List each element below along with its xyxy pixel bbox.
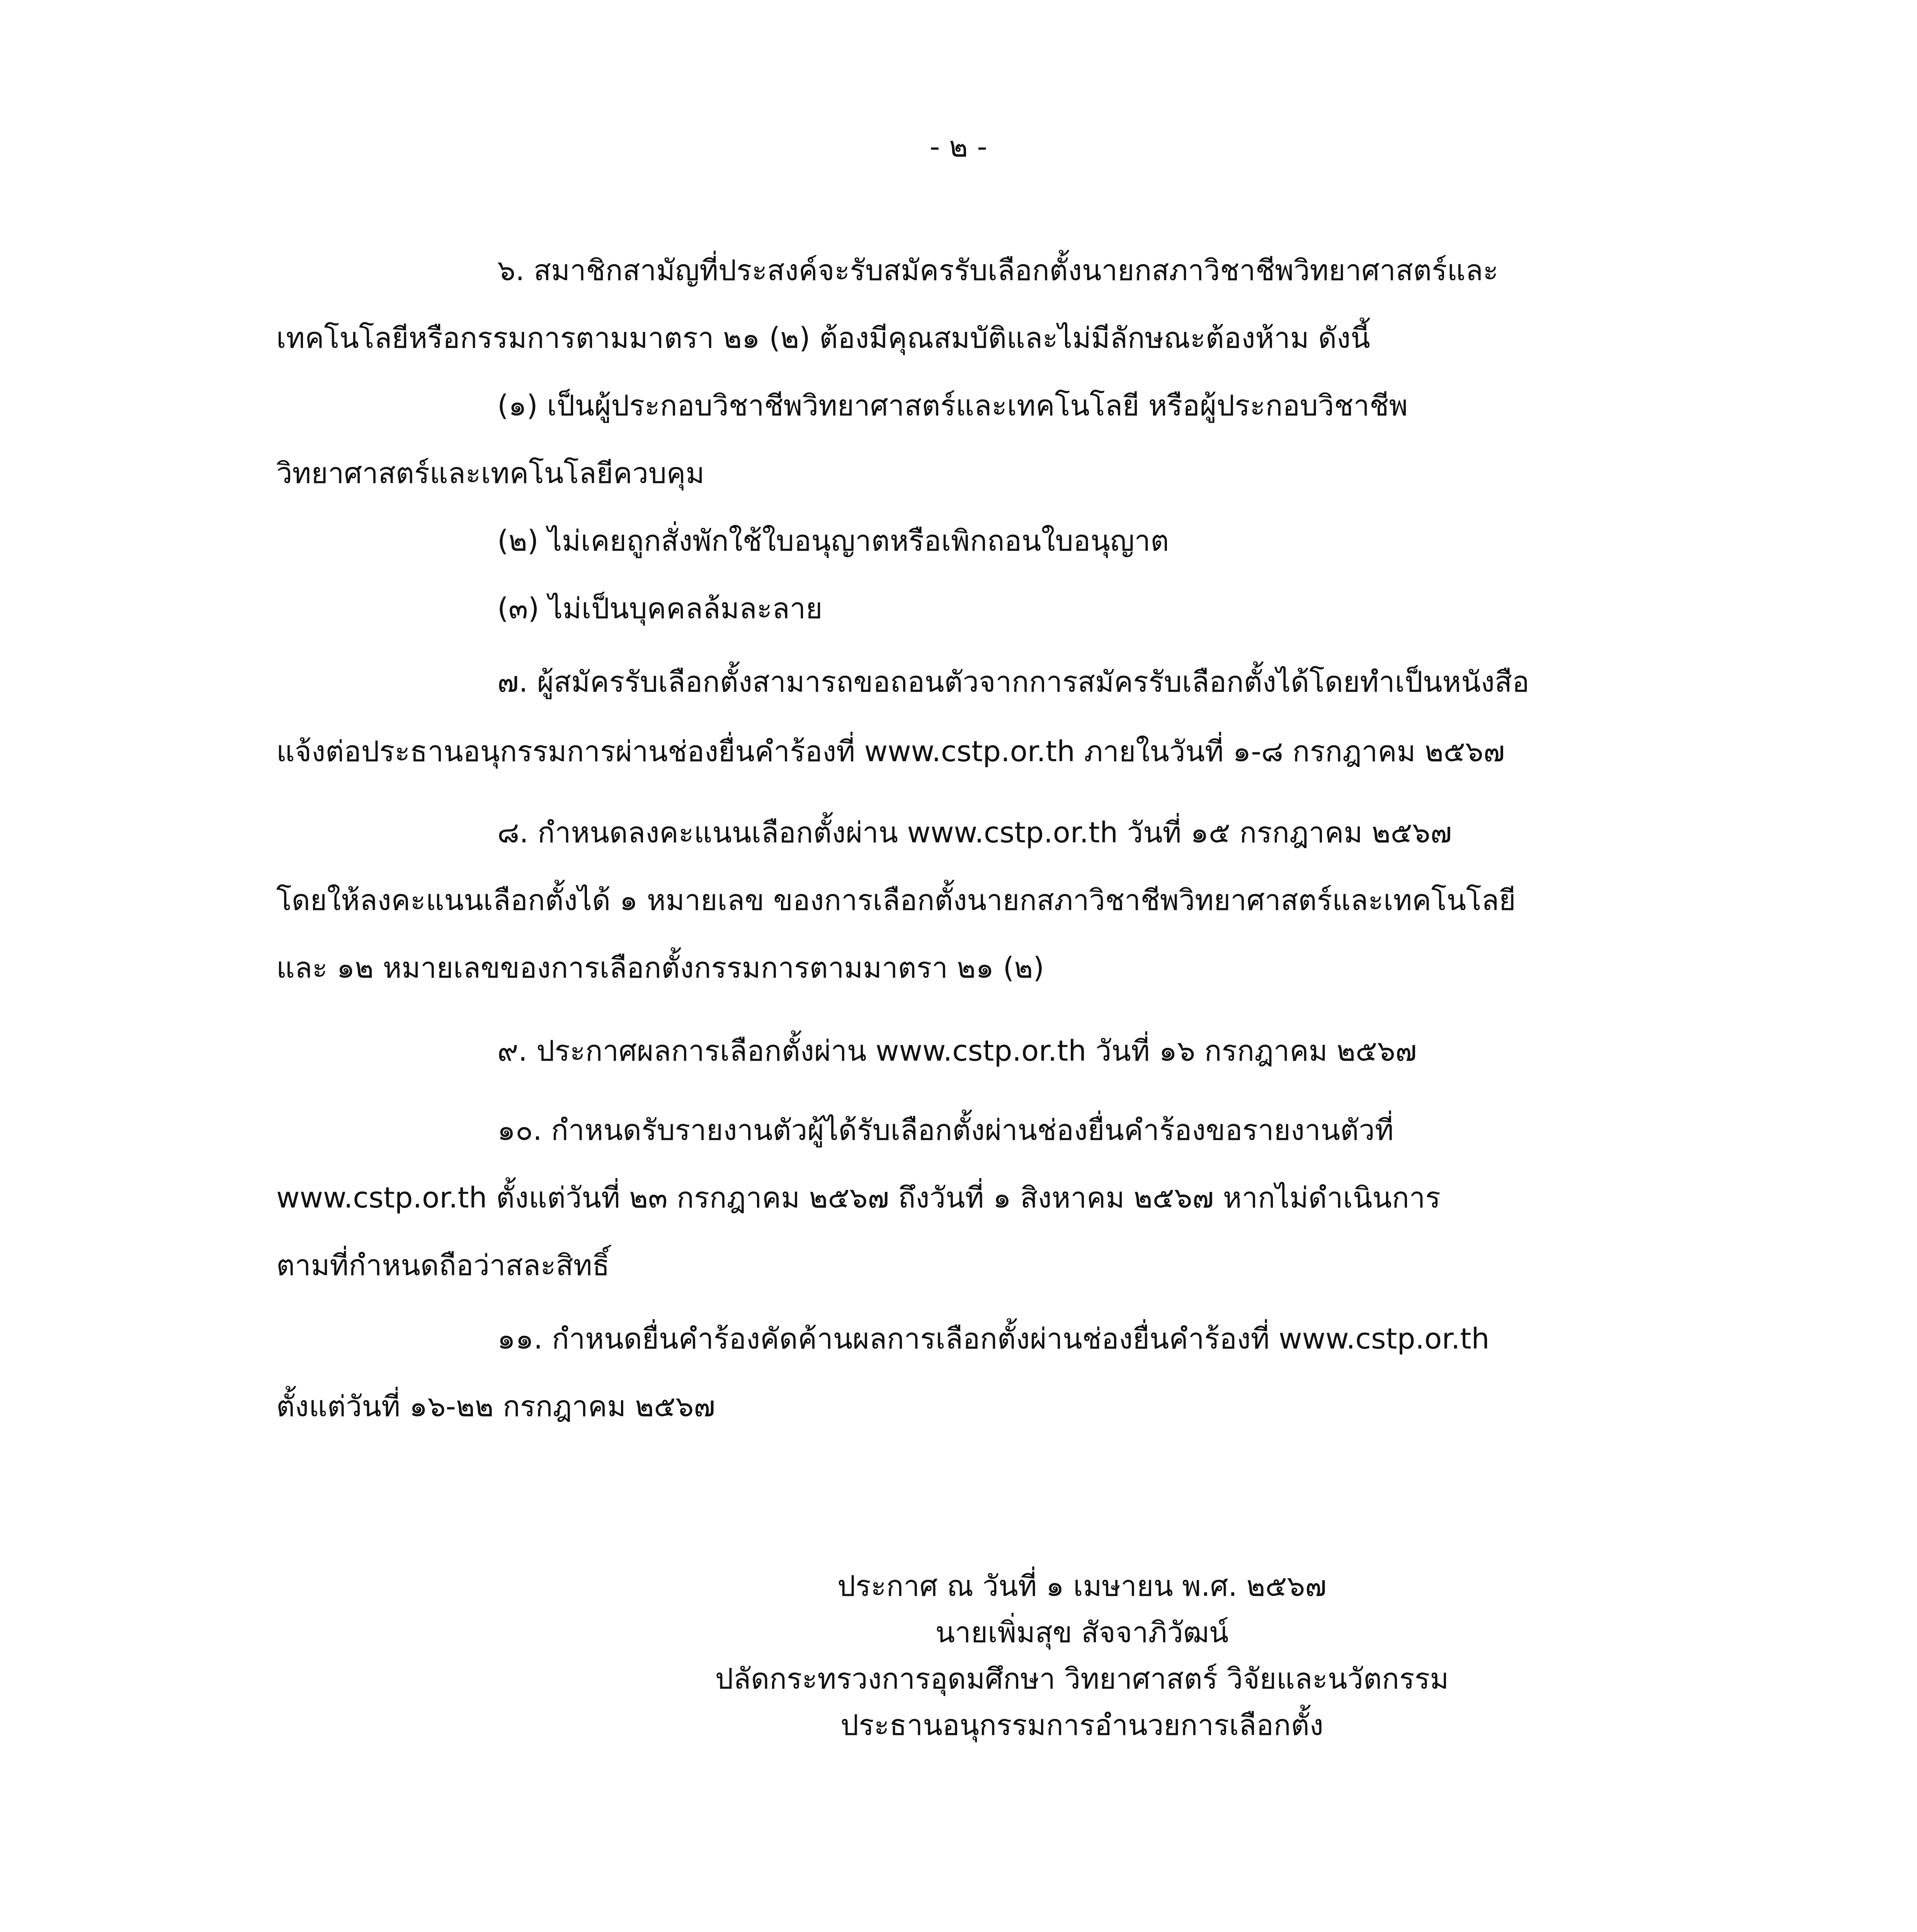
signatory-name: นายเพิ่มสุข สัจจาภิวัฒน์ (935, 1616, 1229, 1649)
signatory-role: ประธานอนุกรรมการอำนวยการเลือกตั้ง (840, 1709, 1323, 1742)
clause-6-line-2: เทคโนโลยีหรือกรรมการตามมาตรา ๒๑ (๒) ต้องมีคุณสมบัติและไม่มีลักษณะต้องห้าม ดังนี้ (276, 321, 1370, 355)
clause-9: ๙. ประกาศผลการเลือกตั้งผ่าน www.cstp.or.th วันที่ ๑๖ กรกฎาคม ๒๕๖๗ (497, 1034, 1417, 1068)
clause-7-line-2: แจ้งต่อประธานอนุกรรมการผ่านช่องยื่นคำร้องที่ www.cstp.or.th ภายในวันที่ ๑-๘ กรกฎาคม ๒๕๖๗ (276, 735, 1505, 768)
clause-8-line-3: และ ๑๒ หมายเลขของการเลือกตั้งกรรมการตามมาตรา ๒๑ (๒) (276, 951, 1044, 985)
clause-10-line-3: ตามที่กำหนดถือว่าสละสิทธิ์ (276, 1249, 610, 1282)
clause-8-line-2: โดยให้ลงคะแนนเลือกตั้งได้ ๑ หมายเลข ของการเลือกตั้งนายกสภาวิชาชีพวิทยาศาสตร์และเทคโนโลยี (276, 884, 1516, 917)
clause-10-line-2: www.cstp.or.th ตั้งแต่วันที่ ๒๓ กรกฎาคม ๒๕๖๗ ถึงวันที่ ๑ สิงหาคม ๒๕๖๗ หากไม่ดำเนินการ (276, 1181, 1441, 1214)
clause-6-item-1-line-2: วิทยาศาสตร์และเทคโนโลยีควบคุม (276, 457, 705, 490)
clause-6-item-1-line-1: (๑) เป็นผู้ประกอบวิชาชีพวิทยาศาสตร์และเทคโนโลยี หรือผู้ประกอบวิชาชีพ (497, 389, 1408, 422)
signatory-position: ปลัดกระทรวงการอุดมศึกษา วิทยาศาสตร์ วิจัยและนวัตกรรม (715, 1662, 1449, 1696)
clause-7-line-1: ๗. ผู้สมัครรับเลือกตั้งสามารถขอถอนตัวจากการสมัครรับเลือกตั้งได้โดยทำเป็นหนังสือ (497, 665, 1529, 699)
announcement-date: ประกาศ ณ วันที่ ๑ เมษายน พ.ศ. ๒๕๖๗ (837, 1570, 1327, 1603)
clause-6-line-1: ๖. สมาชิกสามัญที่ประสงค์จะรับสมัครรับเลือกตั้งนายกสภาวิชาชีพวิทยาศาสตร์และ (497, 254, 1499, 287)
clause-6-item-3: (๓) ไม่เป็นบุคคลล้มละลาย (497, 592, 823, 625)
signature-block (657, 1567, 1507, 1752)
clause-10-line-1: ๑๐. กำหนดรับรายงานตัวผู้ได้รับเลือกตั้งผ่านช่องยื่นคำร้องขอรายงานตัวที่ (497, 1114, 1394, 1147)
clause-11-line-2: ตั้งแต่วันที่ ๑๖-๒๒ กรกฎาคม ๒๕๖๗ (276, 1390, 715, 1423)
clause-8-line-1: ๘. กำหนดลงคะแนนเลือกตั้งผ่าน www.cstp.or.th วันที่ ๑๕ กรกฎาคม ๒๕๖๗ (497, 816, 1452, 849)
clause-6-item-2: (๒) ไม่เคยถูกสั่งพักใช้ใบอนุญาตหรือเพิกถอนใบอนุญาต (497, 524, 1169, 558)
clause-11-line-1: ๑๑. กำหนดยื่นคำร้องคัดค้านผลการเลือกตั้งผ่านช่องยื่นคำร้องที่ www.cstp.or.th (497, 1322, 1490, 1355)
page-number: - ๒ - (929, 130, 988, 163)
